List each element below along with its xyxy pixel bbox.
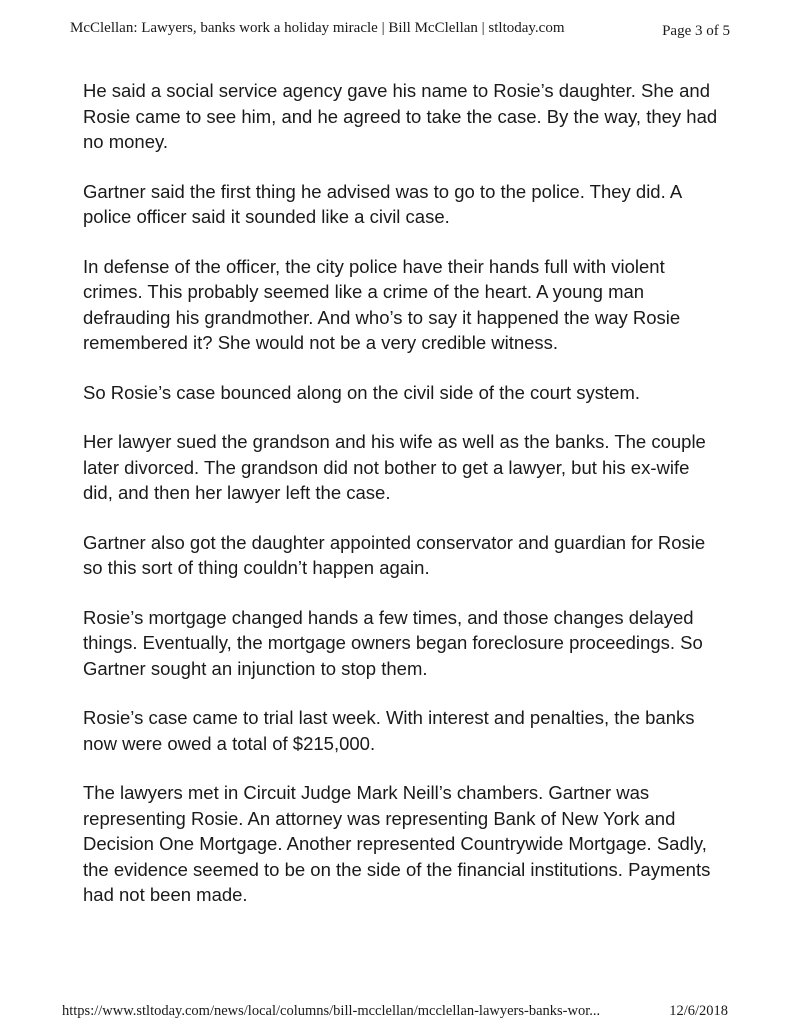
page-title: McClellan: Lawyers, banks work a holiday miracle | Bill McClellan | stltoday.com <box>70 20 565 36</box>
paragraph: So Rosie’s case bounced along on the civil side of the court system. <box>83 381 641 403</box>
paragraph: He said a social service agency gave his name to Rosie’s daughter. She and Rosie came to see him, and he agreed to take the case. By the way, they had no money. <box>83 80 718 152</box>
page-number: Page 3 of 5 <box>662 23 730 39</box>
print-footer <box>62 1001 728 1021</box>
paragraph: The lawyers met in Circuit Judge Mark Neill’s chambers. Gartner was representing Rosie. An attorney was representing Bank of New York and Decision One Mortgage. Another represented Countrywide Mortgage. Sadly, the evidence seemed to be on the side of the financial institutions. Payments had not been made. <box>83 782 711 905</box>
source-url: https://www.stltoday.com/news/local/columns/bill-mcclellan/mcclellan-lawyers-banks-wor... <box>62 1003 601 1019</box>
print-header <box>70 18 730 42</box>
print-date: 12/6/2018 <box>669 1003 728 1019</box>
paragraph: In defense of the officer, the city police have their hands full with violent crimes. This probably seemed like a crime of the heart. A young man defrauding his grandmother. And who’s to say it happened the way Rosie remembered it? She would not be a very credible witness. <box>83 255 681 353</box>
paragraph: Gartner said the first thing he advised was to go to the police. They did. A police officer said it sounded like a civil case. <box>83 180 682 227</box>
paragraph: Rosie’s case came to trial last week. With interest and penalties, the banks now were owed a total of $215,000. <box>83 707 695 754</box>
article-body <box>83 78 723 932</box>
paragraph: Her lawyer sued the grandson and his wife as well as the banks. The couple later divorced. The grandson did not bother to get a lawyer, but his ex-wife did, and then her lawyer left the case. <box>83 431 706 503</box>
paragraph: Gartner also got the daughter appointed conservator and guardian for Rosie so this sort of thing couldn’t happen again. <box>83 531 706 578</box>
paragraph: Rosie’s mortgage changed hands a few times, and those changes delayed things. Eventually, the mortgage owners began foreclosure proceedings. So Gartner sought an injunction to stop them. <box>83 606 703 679</box>
